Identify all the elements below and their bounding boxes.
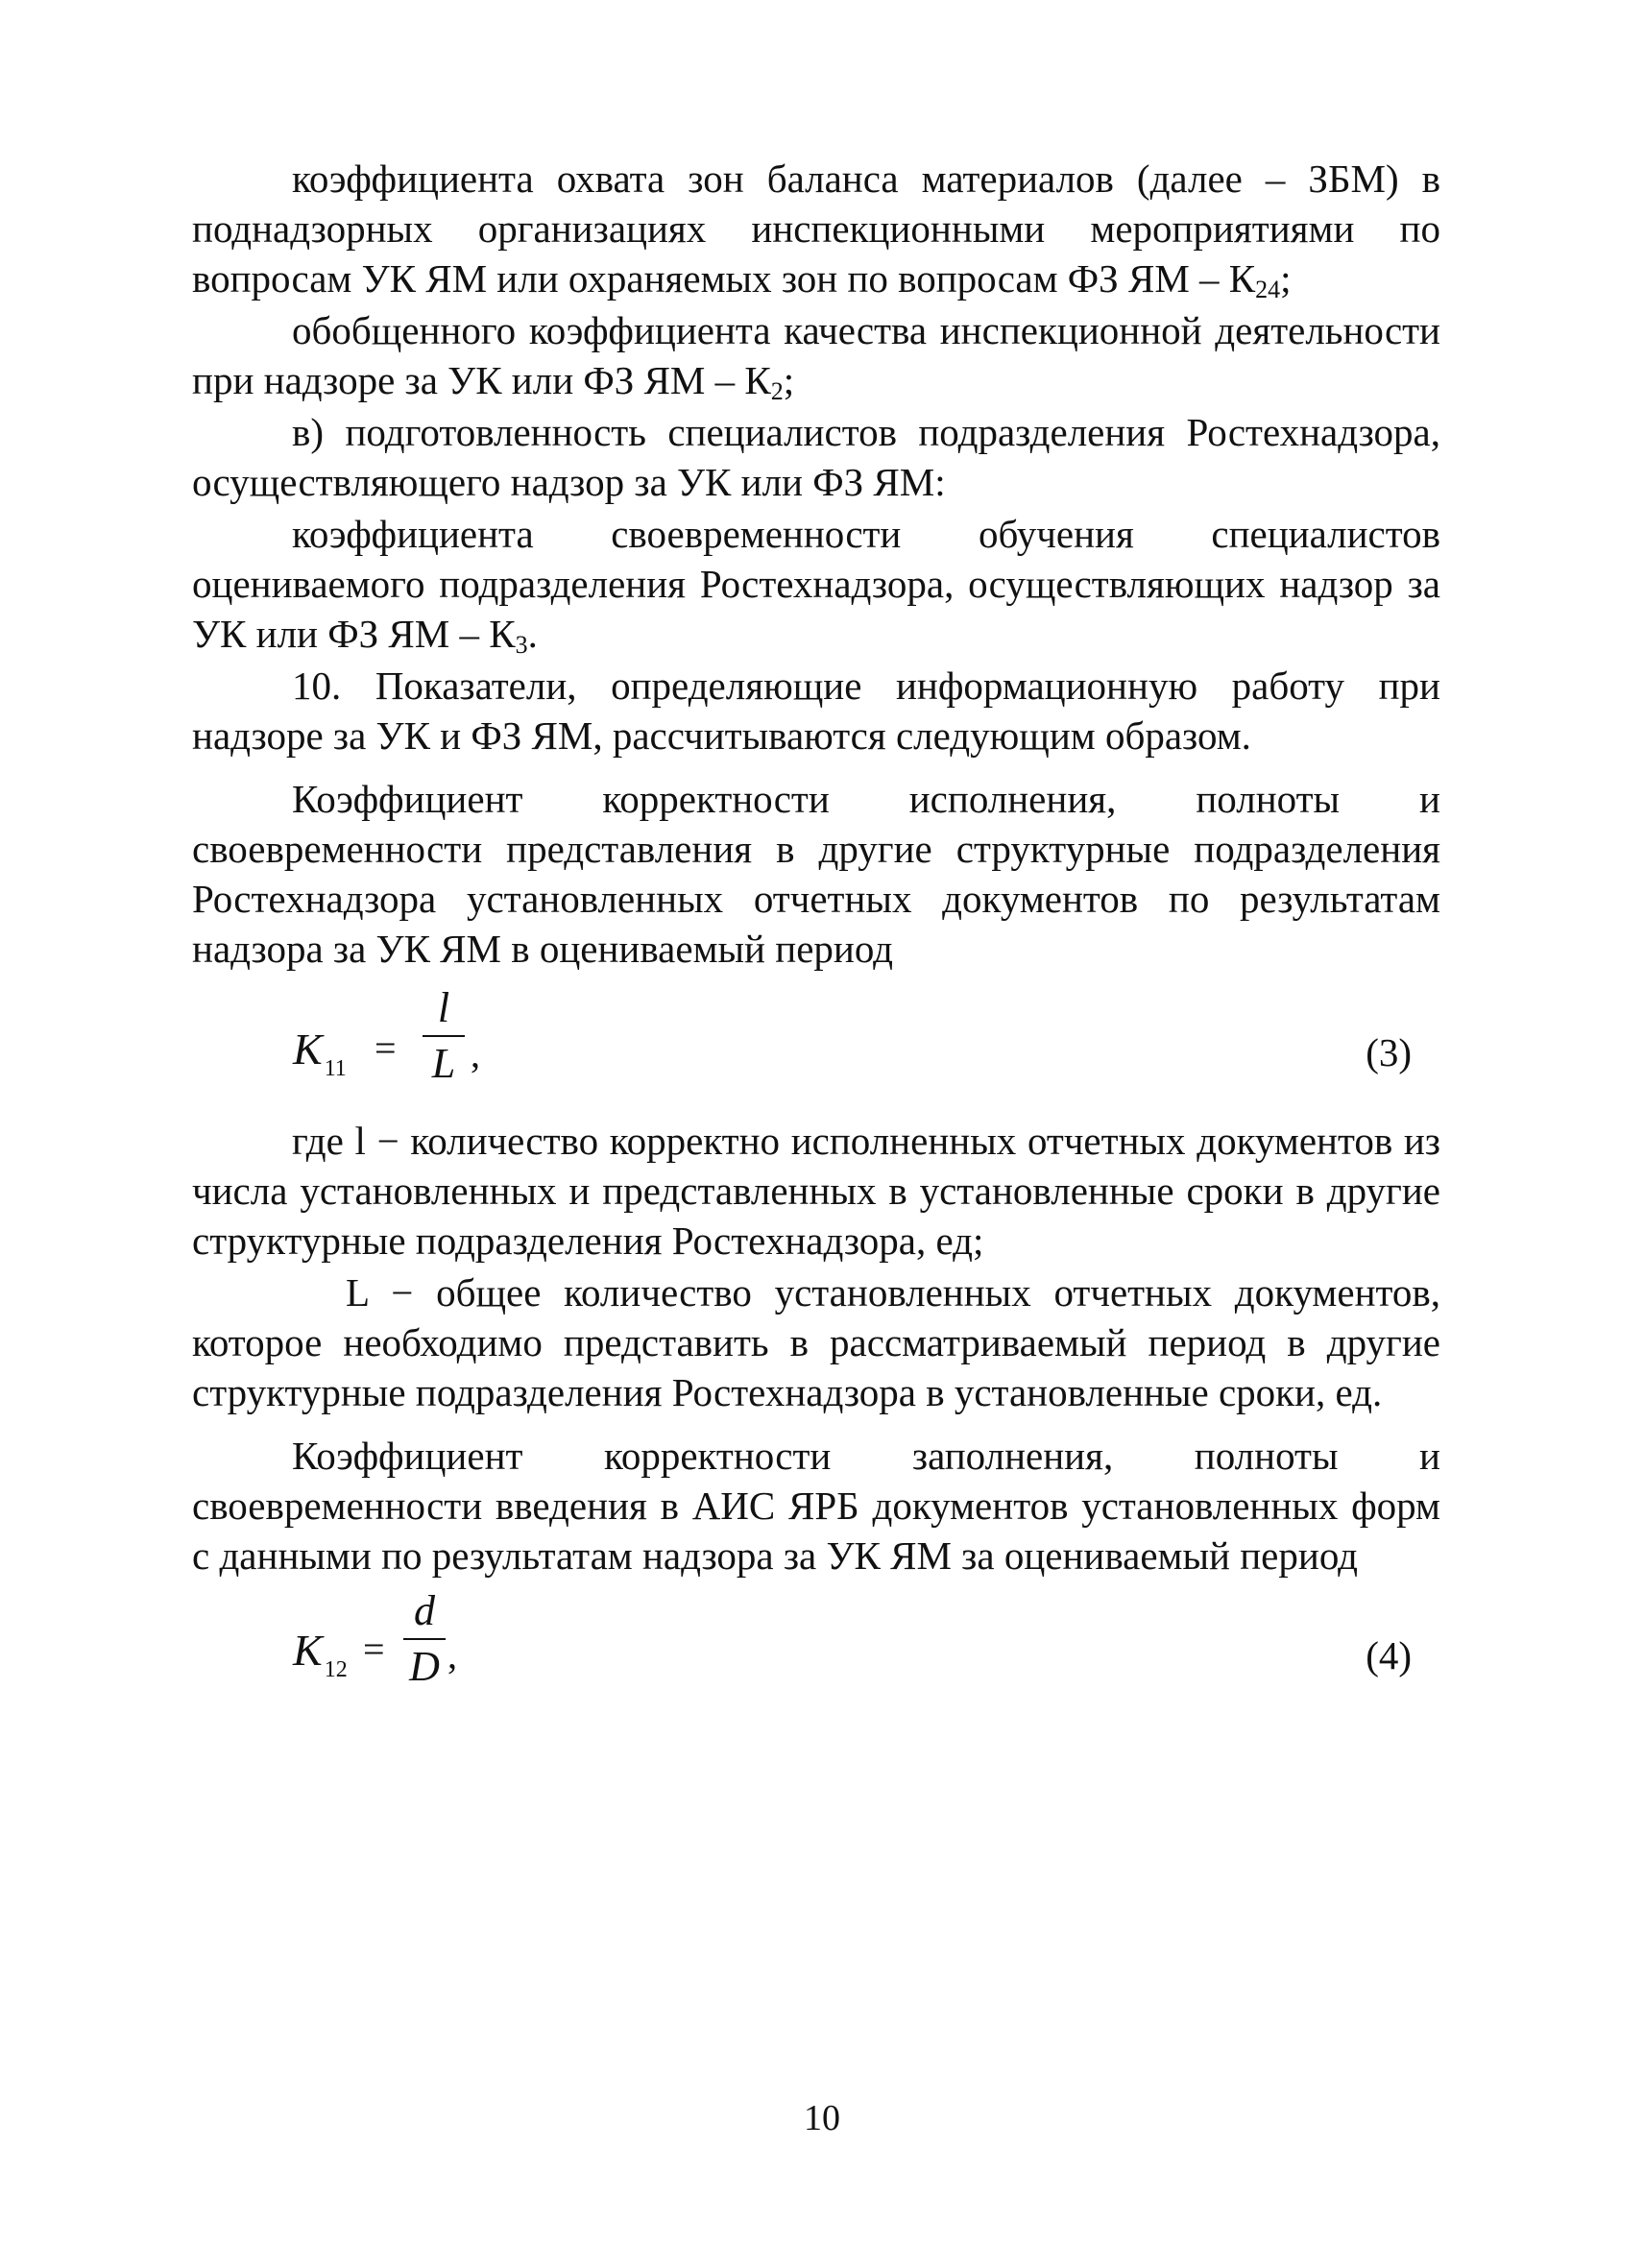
paragraph-k11-definition: Коэффициент корректности исполнения, полноты и своевременности представления в другие структурные подразделения Ростехнадзора установленных отчетных документов по результатам надзора за УК ЯМ в оцениваемый период xyxy=(192,777,1440,971)
formula-3-lhs: $K_{11}$ xyxy=(293,1025,347,1081)
formula-3: $K_{11}$ = l L , (3) xyxy=(293,984,1412,1087)
formula-3-numerator: l xyxy=(437,984,450,1031)
formula-4-lhs: $K_{12}$ xyxy=(293,1626,348,1682)
paragraph-k12-definition: Коэффициент корректности заполнения, полноты и своевременности введения в АИС ЯРБ документов установленных форм с данными по результатам надзора за УК ЯМ за оцениваемый период xyxy=(192,1434,1440,1578)
formula-4-numerator: d xyxy=(414,1587,435,1634)
document-page xyxy=(192,154,1440,1713)
formula-4: $K_{12}$ = d D , (4) xyxy=(293,1587,1412,1690)
equation-number-3: (3) xyxy=(1366,1030,1412,1074)
paragraph-l-definition: где l − количество корректно исполненных отчетных документов из числа установленных и представленных в установленные сроки в другие структурные подразделения Ростехнадзора, ед; xyxy=(192,1119,1440,1263)
fraction-bar xyxy=(423,1035,465,1037)
paragraph-preparedness: в) подготовленность специалистов подразделения Ростехнадзора, осуществляющего надзор за УК или ФЗ ЯМ: xyxy=(192,410,1440,504)
fraction-bar xyxy=(403,1638,446,1640)
paragraph-section-10: 10. Показатели, определяющие информационную работу при надзоре за УК и ФЗ ЯМ, рассчитываются следующим образом. xyxy=(192,664,1440,758)
subscript-3: 3 xyxy=(515,631,528,659)
formula-3-denominator: L xyxy=(431,1040,456,1087)
subscript-2: 2 xyxy=(770,377,784,405)
subscript-24: 24 xyxy=(1255,276,1281,303)
formula-3-equals: = xyxy=(375,1026,397,1070)
formula-4-fraction xyxy=(403,1586,446,1692)
formula-4-denominator: D xyxy=(409,1643,440,1690)
paragraph-quality-coefficient: обобщенного коэффициента качества инспекционной деятельности при надзоре за УК или ФЗ ЯМ – $К_2$; xyxy=(192,308,1440,405)
paragraph-zbm-coefficient: коэффициента охвата зон баланса материалов (далее – ЗБМ) в поднадзорных организациях инспекционными мероприятиями по вопросам УК ЯМ или охраняемых зон по вопросам ФЗ ЯМ – $К_{24}$; xyxy=(192,157,1440,303)
formula-3-fraction xyxy=(423,983,465,1089)
page-number: 10 xyxy=(804,2098,840,2138)
formula-4-equals: = xyxy=(363,1628,385,1671)
equation-number-4: (4) xyxy=(1366,1633,1412,1677)
paragraph-L-definition: L − общее количество установленных отчетных документов, которое необходимо представить в рассматриваемый период в другие структурные подразделения Ростехнадзора в установленные сроки, ед. xyxy=(192,1270,1440,1414)
paragraph-training-coefficient: коэффициента своевременности обучения специалистов оцениваемого подразделения Ростехнадзора, осуществляющих надзор за УК или ФЗ ЯМ – $К_3$. xyxy=(192,512,1440,659)
